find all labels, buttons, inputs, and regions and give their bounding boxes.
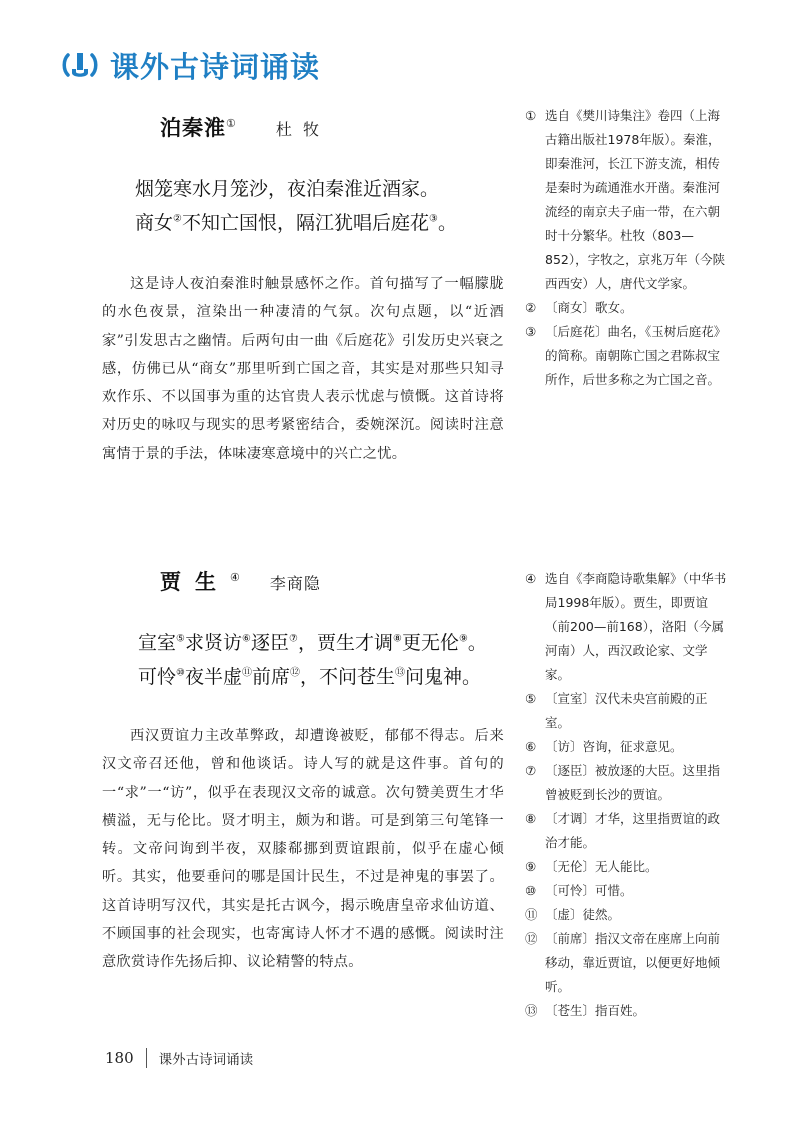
footnote-number: ④ bbox=[525, 571, 537, 586]
footnote-text: 〔无伦〕无人能比。 bbox=[545, 859, 658, 874]
footer-divider bbox=[146, 1048, 147, 1068]
footnote bbox=[525, 759, 730, 807]
poem2-line2-note: ⑩ bbox=[176, 667, 185, 679]
poem2-line1-part: 宣室 bbox=[138, 632, 177, 654]
section-title: 课外古诗词诵读 bbox=[110, 49, 321, 84]
section-header bbox=[60, 40, 320, 90]
footnote-text: 〔前席〕指汉文帝在座席上向前移动，靠近贾谊，以便更好地倾听。 bbox=[545, 931, 721, 994]
footnote-number: ⑨ bbox=[525, 859, 537, 874]
poem2-title bbox=[160, 566, 240, 596]
footnote-text: 〔苍生〕指百姓。 bbox=[545, 1003, 646, 1018]
poem2-line2-note: ⑫ bbox=[290, 667, 301, 679]
poem2-line2-part: 前席 bbox=[252, 666, 291, 688]
footnote bbox=[525, 687, 730, 735]
poem2-line1-part: 求贤访 bbox=[184, 632, 242, 654]
poem2-heading bbox=[160, 566, 321, 596]
footnote-number: ⑪ bbox=[525, 907, 538, 922]
page-footer bbox=[105, 1048, 253, 1068]
poem1-title-note: ① bbox=[226, 117, 236, 130]
poem1-title-text: 泊秦淮 bbox=[160, 115, 226, 140]
footnote-text: 〔商女〕歌女。 bbox=[545, 300, 633, 315]
footnote bbox=[525, 320, 730, 392]
poem2-commentary: 西汉贾谊力主改革弊政，却遭谗被贬，郁郁不得志。后来汉文帝召还他，曾和他谈话。诗人写的就是这件事。首句的一“求”一“访”，似乎在表现汉文帝的诚意。次句赞美贾生才华横溢，无与伦比。贤才明主，颇为和谐。可是到第三句笔锋一转。文帝问询到半夜，双膝郗挪到贾谊跟前，似乎在虚心倾听。其实，他要垂问的哪是国计民生，不过是神鬼的事罢了。这首诗明写汉代，其实是托古讽今，揭示晚唐皇帝求仙访道、不顾国事的社会现实，也寄寓诗人怀才不遇的感慨。阅读时注意欣赏诗作先扬后抑、议论精警的特点。 bbox=[102, 728, 504, 971]
poem1-line2-part: 不知亡国恨，隔江犹唱后庭花 bbox=[181, 212, 429, 234]
footnote-number: ⑫ bbox=[525, 931, 538, 946]
poem2-line2-part: 问鬼神。 bbox=[405, 666, 482, 688]
footnote bbox=[525, 999, 730, 1023]
poem2-line1-part: 。 bbox=[467, 632, 487, 654]
footnote bbox=[525, 855, 730, 879]
poem2-line1-part: 更无伦 bbox=[401, 632, 459, 654]
footnote-text: 〔逐臣〕被放逐的大臣。这里指曾被贬到长沙的贾谊。 bbox=[545, 763, 721, 802]
poem1-line2-note: ② bbox=[173, 213, 182, 225]
footnote-number: ① bbox=[525, 108, 537, 123]
footnote-text: 〔可怜〕可惜。 bbox=[545, 883, 633, 898]
footnote-number: ⑬ bbox=[525, 1003, 538, 1018]
footnote-text: 〔访〕咨询，征求意见。 bbox=[545, 739, 683, 754]
poem2-line2-note: ⑪ bbox=[242, 667, 252, 679]
footnote-number: ⑧ bbox=[525, 811, 537, 826]
footnote bbox=[525, 567, 730, 687]
footnote-text: 〔才调〕才华，这里指贾谊的政治才能。 bbox=[545, 811, 721, 850]
poem2-line1 bbox=[138, 626, 487, 660]
poem2-line1-note: ⑤ bbox=[176, 633, 185, 645]
footnote bbox=[525, 104, 730, 296]
poem1-notes bbox=[525, 104, 730, 392]
poem2-line2-part: ，不问苍生 bbox=[300, 666, 396, 688]
footnote bbox=[525, 735, 730, 759]
footnote-number: ③ bbox=[525, 324, 537, 339]
poem1-commentary: 这是诗人夜泊秦淮时触景感怀之作。首句描写了一幅朦胧的水色夜景，渲染出一种凄清的气氛。次句点题，以“近酒家”引发思古之幽情。后两句由一曲《后庭花》引发历史兴衰之感，仿佛已从“商女”那里听到亡国之音，其实是对那些只知寻欢作乐、不以国事为重的达官贵人表示忧虑与愤慨。这首诗将对历史的咏叹与现实的思考紧密结合，委婉深沉。阅读时注意寓情于景的手法，体味凄寒意境中的兴亡之忧。 bbox=[102, 276, 504, 462]
poem1-line2-part: 。 bbox=[437, 212, 457, 234]
poem2-author: 李商隐 bbox=[269, 574, 321, 593]
poem2-line2-note: ⑬ bbox=[395, 667, 406, 679]
footnote bbox=[525, 296, 730, 320]
footnote bbox=[525, 807, 730, 855]
footnote-text: 〔后庭花〕曲名，《玉树后庭花》的简称。南朝陈亡国之君陈叔宝所作，后世多称之为亡国之音。 bbox=[545, 324, 727, 387]
footnote-text: 选自《李商隐诗歌集解》（中华书局1998年版）。贾生，即贾谊（前200—前168），洛阳（今属河南）人，西汉政论家、文学家。 bbox=[545, 571, 727, 682]
footer-title: 课外古诗词诵读 bbox=[158, 1052, 254, 1068]
poem1-line2-note: ③ bbox=[429, 213, 438, 225]
footnote-number: ⑤ bbox=[525, 691, 537, 706]
footnote-number: ⑩ bbox=[525, 883, 537, 898]
footnote-number: ⑥ bbox=[525, 739, 537, 754]
poem1-line2 bbox=[135, 206, 457, 240]
page-number: 180 bbox=[105, 1049, 134, 1067]
poem2-line1-part: ，贾生才调 bbox=[297, 632, 393, 654]
footnote-number: ② bbox=[525, 300, 537, 315]
poem2-title-note: ④ bbox=[230, 571, 240, 584]
poem2-line2 bbox=[138, 660, 481, 694]
poem2-line2-part: 夜半虚 bbox=[184, 666, 242, 688]
poem2-line1-note: ⑨ bbox=[458, 633, 468, 645]
poem2-title-text: 贾生 bbox=[160, 569, 230, 594]
poem1-author: 杜 牧 bbox=[275, 120, 322, 139]
footnote-text: 选自《樊川诗集注》卷四（上海古籍出版社1978年版）。秦淮，即秦淮河，长江下游支流，相传是秦时为疏通淮水开凿。秦淮河流经的南京夫子庙一带，在六朝时十分繁华。杜牧（803—852），字牧之，京兆万年（今陕西西安）人，唐代文学家。 bbox=[545, 108, 726, 291]
poem2-line1-note: ⑥ bbox=[242, 633, 251, 645]
poem1-line2-part: 商女 bbox=[135, 212, 174, 234]
poem1-heading bbox=[160, 112, 322, 142]
footnote-text: 〔虚〕徒然。 bbox=[545, 907, 621, 922]
poem1-title bbox=[160, 112, 236, 142]
footnote bbox=[525, 927, 730, 999]
poem1-line1: 烟笼寒水月笼沙，夜泊秦淮近酒家。 bbox=[135, 178, 440, 200]
footnote bbox=[525, 903, 730, 927]
poem2-line1-part: 逐臣 bbox=[250, 632, 289, 654]
poem2-line2-part: 可怜 bbox=[138, 666, 177, 688]
poem2-line1-note: ⑧ bbox=[392, 633, 402, 645]
footnote bbox=[525, 879, 730, 903]
poem2-notes bbox=[525, 567, 730, 1023]
section-logo-icon bbox=[60, 45, 100, 85]
footnote-number: ⑦ bbox=[525, 763, 537, 778]
footnote-text: 〔宣室〕汉代未央宫前殿的正室。 bbox=[545, 691, 708, 730]
poem2-line1-note: ⑦ bbox=[288, 633, 298, 645]
